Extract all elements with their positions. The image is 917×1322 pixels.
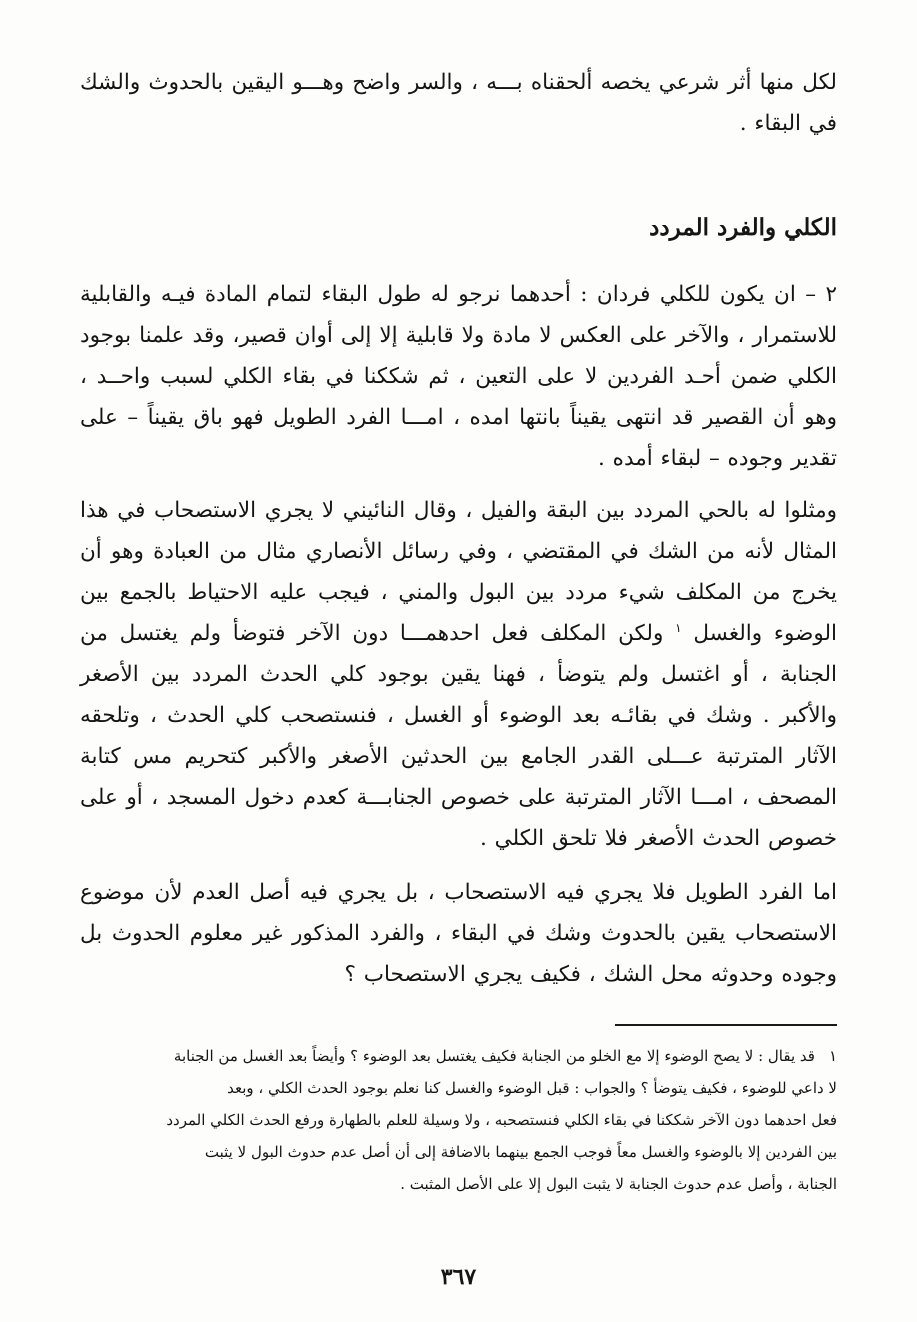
footnote-line-text: قد يقال : لا يصح الوضوء إلا مع الخلو من الجنابة فكيف يغتسل بعد الوضوء ؟ وأيضاً بعد الغسل من الجنابة: [173, 1047, 815, 1065]
footnote-reference: ١: [675, 620, 682, 635]
footnote-line: لا داعي للوضوء ، فكيف يتوضأ ؟ والجواب : قبل الوضوء والغسل كنا نعلم بوجود الحدث الكلي ، وبعد: [227, 1079, 837, 1097]
footnote-divider: [615, 1024, 837, 1026]
page-number: ٣٦٧: [440, 1264, 477, 1290]
paragraph-example-part-1: ومثلوا له بالحي المردد بين البقة والفيل ، وقال النائيني لا يجري الاستصحاب في هذا المثال لأنه من الشك في المقتضي ، وفي رسائل الأنصاري مثال من العبادة وهو أن يخرج من المكلف شيء مردد بين البول والمني ، فيجب عليه الاحتياط بالجمع بين الوضوء والغسل: [80, 498, 837, 646]
continuation-paragraph: لكل منها أثر شرعي يخصه ألحقناه بـــه ، والسر واضح وهـــو اليقين بالحدوث والشك في البقاء .: [80, 70, 837, 136]
footnote-line: فعل احدهما دون الآخر شككنا في بقاء الكلي فنستصحبه ، ولا وسيلة للعلم بالطهارة ورفع الحدث الكلي المردد: [166, 1111, 837, 1129]
footnote-text: [80, 1040, 837, 1200]
footnote-line: بين الفردين إلا بالوضوء والغسل معاً فوجب الجمع بينهما بالاضافة إلى أن أصل عدم حدوث البول لا يثبت: [204, 1143, 837, 1161]
footnote-number: ١: [828, 1047, 837, 1065]
paragraph-example: [80, 490, 837, 859]
paragraph-example-part-2: ولكن المكلف فعل احدهمـــا دون الآخر فتوضأ ولم يغتسل من الجنابة ، أو اغتسل ولم يتوضأ ، فهنا يقين بوجود كلي الحدث المردد بين الأصغر والأكبر . وشك في بقائـه بعد الوضوء أو الغسل ، فنستصحب كلي الحدث ، وتلحقه الآثار المترتبة عـــلى القدر الجامع بين الحدثين الأصغر والأكبر كتحريم مس كتابة المصحف ، امـــا الآثار المترتبة على خصوص الجنابـــة كعدم دخول المسجد ، أو على خصوص الحدث الأصغر فلا تلحق الكلي .: [80, 621, 837, 851]
footnote-block: [80, 1040, 837, 1200]
book-page: [80, 62, 837, 1312]
paragraph-long-individual: اما الفرد الطويل فلا يجري فيه الاستصحاب ، بل يجري فيه أصل العدم لأن موضوع الاستصحاب يقين بالحدوث وشك في البقاء ، والفرد المذكور غير معلوم الحدوث بل وجوده وحدوثه محل الشك ، فكيف يجري الاستصحاب ؟: [80, 880, 837, 987]
footnote-line: الجنابة ، وأصل عدم حدوث الجنابة لا يثبت البول إلا على الأصل المثبت .: [400, 1175, 837, 1193]
paragraph-two-individuals: ٢ – ان يكون للكلي فردان : أحدهما نرجو له طول البقاء لتمام المادة فيـه والقابلية للاستمرار ، والآخر على العكس لا مادة ولا قابلية إلا إلى أوان قصير، وقد علمنا بوجود الكلي ضمن أحـد الفردين لا على التعين ، ثم شككنا في بقاء الكلي لسبب واحــد ، وهو أن القصير قد انتهى يقيناً بانتها امده ، امـــا الفرد الطويل فهو باق يقيناً – على تقدير وجوده – لبقاء أمده .: [80, 282, 837, 471]
section-heading: الكلي والفرد المردد: [649, 214, 837, 241]
footnote-line: [80, 1040, 837, 1072]
